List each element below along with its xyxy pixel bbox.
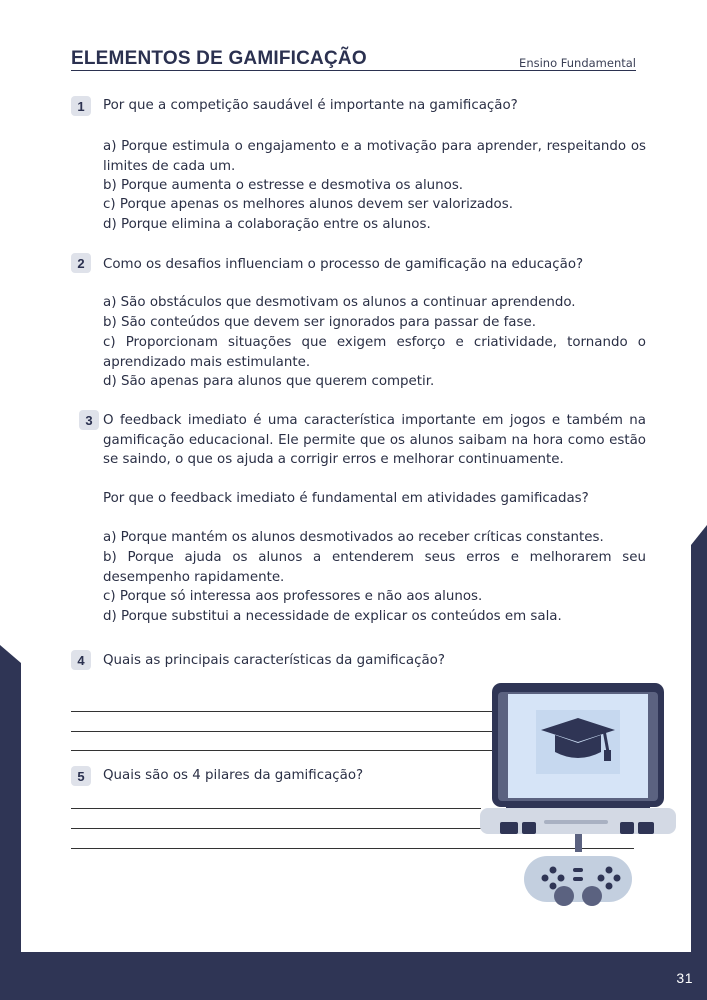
question-prompt: Por que a competição saudável é importante na gamificação? [103, 98, 518, 113]
answer-option[interactable]: c) Porque só interessa aos professores e não aos alunos. [103, 589, 483, 604]
answer-line[interactable] [71, 828, 481, 829]
answer-option[interactable]: b) Porque aumenta o estresse e desmotiva os alunos. [103, 178, 464, 193]
question-number-badge: 1 [71, 96, 91, 116]
page-title: ELEMENTOS DE GAMIFICAÇÃO [71, 48, 367, 69]
right-navy-band [691, 525, 707, 952]
question-number-badge: 3 [79, 410, 99, 430]
answer-option[interactable]: a) Porque mantém os alunos desmotivados ao receber críticas constantes. [103, 530, 604, 545]
answer-line[interactable] [71, 711, 496, 712]
question-prompt-followup: Por que o feedback imediato é fundamental em atividades gamificadas? [103, 491, 589, 506]
answer-option[interactable]: a) Porque estimula o engajamento e a motivação para aprender, respeitando os limites de cada um. [103, 139, 646, 174]
question-prompt: O feedback imediato é uma característica importante em jogos e também na gamificação educacional. Ele permite que os alunos saibam na hora como estão se saindo, o que os ajuda a corrigir erros e melhorar continuamente. [103, 413, 646, 468]
question-number-badge: 5 [71, 766, 91, 786]
page-number: 31 [676, 970, 693, 986]
gamepad-icon [524, 856, 632, 906]
question-prompt: Quais as principais características da gamificação? [103, 653, 445, 668]
answer-option[interactable]: d) Porque elimina a colaboração entre os alunos. [103, 217, 431, 232]
question-number-badge: 4 [71, 650, 91, 670]
header-divider [71, 70, 636, 71]
cable [575, 834, 582, 852]
laptop-illustration [478, 680, 678, 915]
question-prompt: Quais são os 4 pilares da gamificação? [103, 768, 364, 783]
answer-line[interactable] [71, 731, 496, 732]
bottom-navy-band [0, 952, 707, 1000]
answer-option[interactable]: d) São apenas para alunos que querem competir. [103, 374, 435, 389]
answer-option[interactable]: a) São obstáculos que desmotivam os alunos a continuar aprendendo. [103, 295, 576, 310]
left-navy-band [0, 645, 21, 952]
question-prompt: Como os desafios influenciam o processo de gamificação na educação? [103, 257, 584, 272]
answer-line[interactable] [71, 808, 481, 809]
answer-line[interactable] [71, 750, 496, 751]
answer-option[interactable]: c) Porque apenas os melhores alunos devem ser valorizados. [103, 197, 513, 212]
graduation-cap-icon [536, 710, 620, 774]
page-subtitle: Ensino Fundamental [519, 56, 636, 70]
answer-option[interactable]: b) São conteúdos que devem ser ignorados para passar de fase. [103, 315, 536, 330]
answer-option[interactable]: d) Porque substitui a necessidade de explicar os conteúdos em sala. [103, 609, 562, 624]
answer-option[interactable]: c) Proporcionam situações que exigem esforço e criatividade, tornando o aprendizado mais estimulante. [103, 335, 646, 370]
question-number-badge: 2 [71, 253, 91, 273]
answer-option[interactable]: b) Porque ajuda os alunos a entenderem seus erros e melhorarem seu desempenho rapidamente. [103, 550, 646, 585]
